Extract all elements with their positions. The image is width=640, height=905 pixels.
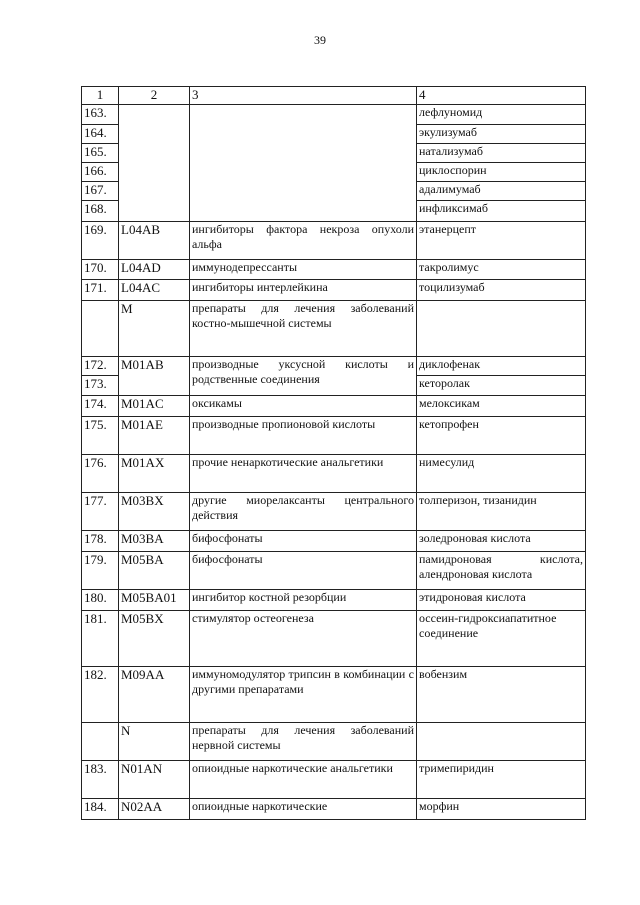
row-number: 167.: [82, 182, 119, 201]
table-row: [82, 667, 586, 723]
group-name: [190, 105, 417, 222]
table-row: [82, 105, 586, 125]
drug-name: мелоксикам: [417, 396, 586, 417]
row-number: 166.: [82, 163, 119, 182]
atc-code: M05BX: [119, 611, 190, 667]
drug-name: тоцилизумаб: [417, 280, 586, 301]
table-row: [82, 799, 586, 820]
drug-name: [417, 301, 586, 357]
table-row: [82, 493, 586, 531]
group-name: опиоидные наркотические анальгетики: [190, 761, 417, 799]
atc-code: N: [119, 723, 190, 761]
drug-classification-table: [81, 86, 586, 820]
row-number: 163.: [82, 105, 119, 125]
drug-name: натализумаб: [417, 144, 586, 163]
drug-name: экулизумаб: [417, 125, 586, 144]
group-name: прочие ненаркотические анальгетики: [190, 455, 417, 493]
row-number: 178.: [82, 531, 119, 552]
row-number: 183.: [82, 761, 119, 799]
page-number: 39: [314, 33, 326, 47]
table-row: [82, 357, 586, 376]
atc-code: M01AC: [119, 396, 190, 417]
group-name: ингибиторы интерлейкина: [190, 280, 417, 301]
atc-code: N01AN: [119, 761, 190, 799]
drug-name: инфликсимаб: [417, 201, 586, 222]
atc-code: M09AA: [119, 667, 190, 723]
drug-name: кеторолак: [417, 376, 586, 396]
drug-name: этидроновая кислота: [417, 590, 586, 611]
drug-name: нимесулид: [417, 455, 586, 493]
row-number: 171.: [82, 280, 119, 301]
drug-name: [417, 723, 586, 761]
row-number: 182.: [82, 667, 119, 723]
atc-code: M01AE: [119, 417, 190, 455]
table-row: [82, 761, 586, 799]
header-cell: 2: [119, 87, 190, 105]
drug-name: памидроновая кислота, алендроновая кислота: [417, 552, 586, 590]
table-row: [82, 301, 586, 357]
atc-code: L04AD: [119, 260, 190, 280]
row-number: 179.: [82, 552, 119, 590]
atc-code: L04AB: [119, 222, 190, 260]
table-row: [82, 222, 586, 260]
row-number: 175.: [82, 417, 119, 455]
header-cell: 1: [82, 87, 119, 105]
atc-code: N02AA: [119, 799, 190, 820]
drug-name: этанерцепт: [417, 222, 586, 260]
header-cell: 4: [417, 87, 586, 105]
drug-name: лефлуномид: [417, 105, 586, 125]
row-number: 173.: [82, 376, 119, 396]
drug-name: вобензим: [417, 667, 586, 723]
row-number: 172.: [82, 357, 119, 376]
atc-code: L04AC: [119, 280, 190, 301]
atc-code: M03BX: [119, 493, 190, 531]
table-row: [82, 260, 586, 280]
drug-name: толперизон, тизанидин: [417, 493, 586, 531]
group-name: препараты для лечения заболеваний костно-мышечной системы: [190, 301, 417, 357]
drug-name: морфин: [417, 799, 586, 820]
drug-name: оссеин-гидроксиапатитное соединение: [417, 611, 586, 667]
table-row: [82, 531, 586, 552]
row-number: 169.: [82, 222, 119, 260]
atc-code: M03BA: [119, 531, 190, 552]
row-number: [82, 301, 119, 357]
row-number: 168.: [82, 201, 119, 222]
row-number: 181.: [82, 611, 119, 667]
group-name: бифосфонаты: [190, 552, 417, 590]
group-name: ингибитор костной резорбции: [190, 590, 417, 611]
drug-name: адалимумаб: [417, 182, 586, 201]
group-name: другие миорелаксанты центрального действия: [190, 493, 417, 531]
header-cell: 3: [190, 87, 417, 105]
drug-name: такролимус: [417, 260, 586, 280]
table-row: [82, 590, 586, 611]
group-name: производные пропионовой кислоты: [190, 417, 417, 455]
row-number: 165.: [82, 144, 119, 163]
drug-name: золедроновая кислота: [417, 531, 586, 552]
atc-code: [119, 105, 190, 222]
atc-code: M05BA01: [119, 590, 190, 611]
table-row: [82, 723, 586, 761]
table-row: [82, 396, 586, 417]
group-name: опиоидные наркотические: [190, 799, 417, 820]
group-name: ингибиторы фактора некроза опухоли альфа: [190, 222, 417, 260]
group-name: иммунодепрессанты: [190, 260, 417, 280]
drug-name: тримепиридин: [417, 761, 586, 799]
drug-name: диклофенак: [417, 357, 586, 376]
row-number: [82, 723, 119, 761]
drug-name: кетопрофен: [417, 417, 586, 455]
row-number: 164.: [82, 125, 119, 144]
group-name: оксикамы: [190, 396, 417, 417]
row-number: 174.: [82, 396, 119, 417]
group-name: бифосфонаты: [190, 531, 417, 552]
row-number: 176.: [82, 455, 119, 493]
group-name: производные уксусной кислоты и родственные соединения: [190, 357, 417, 396]
table-row: [82, 455, 586, 493]
row-number: 177.: [82, 493, 119, 531]
row-number: 184.: [82, 799, 119, 820]
table-row: [82, 552, 586, 590]
atc-code: M01AB: [119, 357, 190, 396]
row-number: 170.: [82, 260, 119, 280]
atc-code: M01AX: [119, 455, 190, 493]
drug-name: циклоспорин: [417, 163, 586, 182]
table-header-row: [82, 87, 586, 105]
atc-code: M: [119, 301, 190, 357]
table-row: [82, 280, 586, 301]
table-row: [82, 611, 586, 667]
group-name: иммуномодулятор трипсин в комбинации с другими препаратами: [190, 667, 417, 723]
row-number: 180.: [82, 590, 119, 611]
group-name: препараты для лечения заболеваний нервной системы: [190, 723, 417, 761]
atc-code: M05BA: [119, 552, 190, 590]
group-name: стимулятор остеогенеза: [190, 611, 417, 667]
table-row: [82, 417, 586, 455]
